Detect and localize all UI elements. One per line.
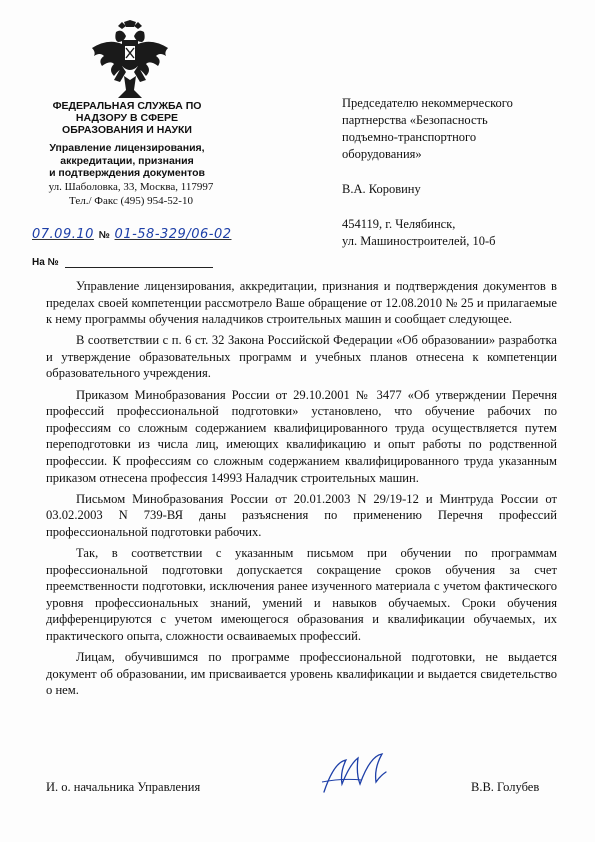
- sender-address: ул. Шаболовка, 33, Москва, 117997: [48, 181, 214, 193]
- dept-line: Управление лицензирования,: [49, 142, 205, 154]
- number-sign: №: [98, 230, 110, 241]
- emblem-icon: [88, 20, 172, 102]
- body-paragraph: Приказом Минобразования России от 29.10.2001 № 3477 «Об утверждении Перечня профессий профессиональной подготовки» установлено, что обучение рабочих по профессиям со сложным содержанием квалифицированного труда осуществляется путем переподготовки из числа лиц, имеющих квалификацию и опыт работы по родственной профессии. К профессиям со сложным содержанием квалифицированного труда указанным приказом отнесена профессия 14993 Наладчик строительных машин.: [46, 387, 557, 485]
- registration-line: [32, 227, 231, 242]
- recipient-block: [342, 95, 582, 250]
- recipient-line: оборудования»: [342, 147, 422, 161]
- org-line: ОБРАЗОВАНИЯ И НАУКИ: [62, 124, 192, 136]
- reference-label: На №: [32, 257, 59, 268]
- sender-department: [22, 142, 232, 180]
- registration-number: 01-58-329/06-02: [114, 227, 232, 242]
- reference-line: [32, 257, 213, 268]
- recipient-address-line: 454119, г. Челябинск,: [342, 217, 456, 231]
- body-paragraph: Письмом Минобразования России от 20.01.2003 N 29/19-12 и Минтруда России от 03.02.2003 N 739-ВЯ даны разъяснения по применению Перечня профессий профессиональной подготовки рабочих.: [46, 491, 557, 539]
- letter-body: [46, 278, 557, 703]
- dept-line: и подтверждения документов: [49, 167, 205, 179]
- signatory-position: И. о. начальника Управления: [46, 780, 201, 794]
- dept-line: аккредитации, признания: [60, 154, 194, 167]
- recipient-address-line: ул. Машиностроителей, 10-б: [342, 234, 496, 248]
- recipient-line: партнерства «Безопасность: [342, 113, 488, 127]
- recipient-line: Председателю некоммерческого: [342, 96, 513, 110]
- signature-icon: [318, 752, 408, 800]
- org-line: НАДЗОРУ В СФЕРЕ: [75, 112, 179, 124]
- reference-blank: [65, 266, 213, 268]
- sender-phone: Тел./ Факс (495) 954-52-10: [69, 195, 193, 207]
- recipient-name: В.А. Коровину: [342, 182, 421, 196]
- sender-contacts: [26, 180, 236, 208]
- org-line: ФЕДЕРАЛЬНАЯ СЛУЖБА ПО: [52, 100, 202, 112]
- signatory-name: В.В. Голубев: [471, 780, 540, 794]
- body-paragraph: Управление лицензирования, аккредитации, признания и подтверждения документов в пределах своей компетенции рассмотрело Ваше обращение от 12.08.2010 № 25 и прилагаемые к нему программы обучения наладчиков строительных машин и сообщает следующее.: [46, 279, 557, 327]
- sender-organization: [22, 100, 232, 136]
- recipient-line: подъемно-транспортного: [342, 130, 477, 144]
- body-paragraph: Лицам, обучившимся по программе профессиональной подготовки, не выдается документ об образовании, им присваивается уровень квалификации и выдается свидетельство о нем.: [46, 649, 557, 698]
- body-paragraph: В соответствии с п. 6 ст. 32 Закона Российской Федерации «Об образовании» разработка и утверждение образовательных программ и учебных планов отнесена к компетенции образовательного учреждения.: [46, 333, 557, 381]
- registration-date: 07.09.10: [32, 227, 94, 242]
- body-paragraph: Так, в соответствии с указанным письмом при обучении по программам профессиональной подготовки допускается сокращение сроков обучения за счет преемственности подготовки, исключения ранее изученного материала с учетом фактического уровня профессиональных знаний, умений и навыков обучаемых. Сроки обучения дифференцируются с учетом имеющегося образования и квалификации обучаемых, их практического опыта, сложности осваиваемых профессий.: [46, 545, 557, 643]
